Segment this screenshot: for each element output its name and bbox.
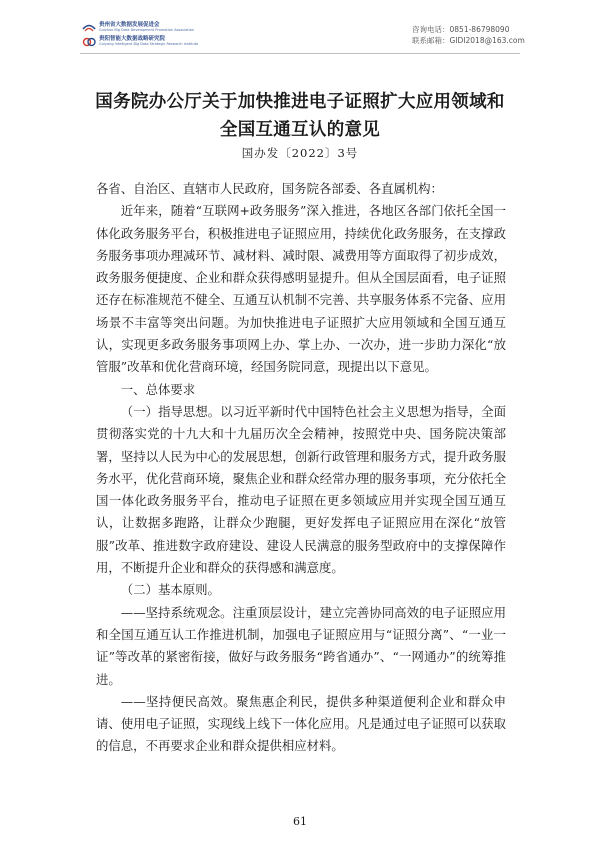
document-body xyxy=(96,178,506,758)
principle-system-concept: ——坚持系统观念。注重顶层设计，建立完善协同高效的电子证照应用和全国互通互认工作推进机制，加强电子证照应用与“证照分离”、“一业一证”等改革的紧密衔接，做好与政务服务“跨省通办”、“一网通办”的统筹推进。 xyxy=(96,604,506,687)
intro-paragraph: 近年来，随着“互联网+政务服务”深入推进，各地区各部门依托全国一体化政务服务平台，积极推进电子证照应用，持续优化政务服务，在支撑政务服务事项办理减环节、减材料、减时限、减费用等方面取得了初步成效，政务服务便捷度、企业和群众获得感明显提升。但从全国层面看，电子证照还存在标准规范不健全、互通互认机制不完善、共享服务体系不完备、应用场景不丰富等突出问题。为加快推进电子证照扩大应用领域和全国互通互认，实现更多政务服务事项网上办、掌上办、一次办，进一步助力深化“放管服”改革和优化营商环境，经国务院同意，现提出以下意见。 xyxy=(96,203,506,375)
header-logos xyxy=(82,22,198,48)
principle-convenience: ——坚持便民高效。聚焦惠企利民，提供多种渠道便利企业和群众申请、使用电子证照，实现线上线下一体化应用。凡是通过电子证照可以获取的信息，不再要求企业和群众提供相应材料。 xyxy=(96,693,506,754)
header-divider xyxy=(80,53,520,54)
contact-phone: 咨询电话：0851-86798090 xyxy=(412,25,510,34)
basic-principles-heading: （二）基本原则。 xyxy=(120,582,220,598)
guiding-ideology-paragraph: （一）指导思想。以习近平新时代中国特色社会主义思想为指导，全面贯彻落实党的十九大和十九届历次全会精神，按照党中央、国务院决策部署，坚持以人民为中心的发展思想，创新行政管理和服务方式，提升政务服务水平，优化营商环境，聚焦企业和群众经常办理的服务事项，充分依托全国一体化政务服务平台，推动电子证照在更多领域应用并实现全国互通互认，让数据多跑路，让群众少跑腿，更好发挥电子证照应用在深化“放管服”改革、推进数字政府建设、建设人民满意的服务型政府中的支撑保障作用，不断提升企业和群众的获得感和满意度。 xyxy=(96,403,506,576)
logo1-name: 贵州省大数据发展促进会 xyxy=(99,22,160,28)
institute-logo-icon xyxy=(82,37,96,47)
logo-promotion-association xyxy=(82,22,198,34)
logo2-english: Guiyang Intelligent Big Data Strategic Research Institute xyxy=(99,42,199,46)
association-logo-icon xyxy=(82,23,96,33)
logo1-english: Guizhou Big Data Development Promotion Association xyxy=(99,28,195,32)
document-number: 国办发〔2022〕3号 xyxy=(241,146,359,160)
document-title-line-1: 国务院办公厅关于加快推进电子证照扩大应用领域和 xyxy=(95,92,505,112)
page-number: 61 xyxy=(293,815,307,828)
section-heading-1: 一、总体要求 xyxy=(120,381,196,397)
logo2-name: 贵阳智能大数据战略研究院 xyxy=(99,36,166,42)
logo-research-institute xyxy=(82,36,198,48)
document-title-line-2: 全国互通互认的意见 xyxy=(219,120,381,140)
page-header xyxy=(0,0,600,52)
contact-info xyxy=(412,24,525,46)
contact-email: 联系邮箱：GIDI2018@163.com xyxy=(412,36,525,45)
salutation: 各省、自治区、直辖市人民政府，国务院各部委、各直属机构： xyxy=(96,181,443,196)
